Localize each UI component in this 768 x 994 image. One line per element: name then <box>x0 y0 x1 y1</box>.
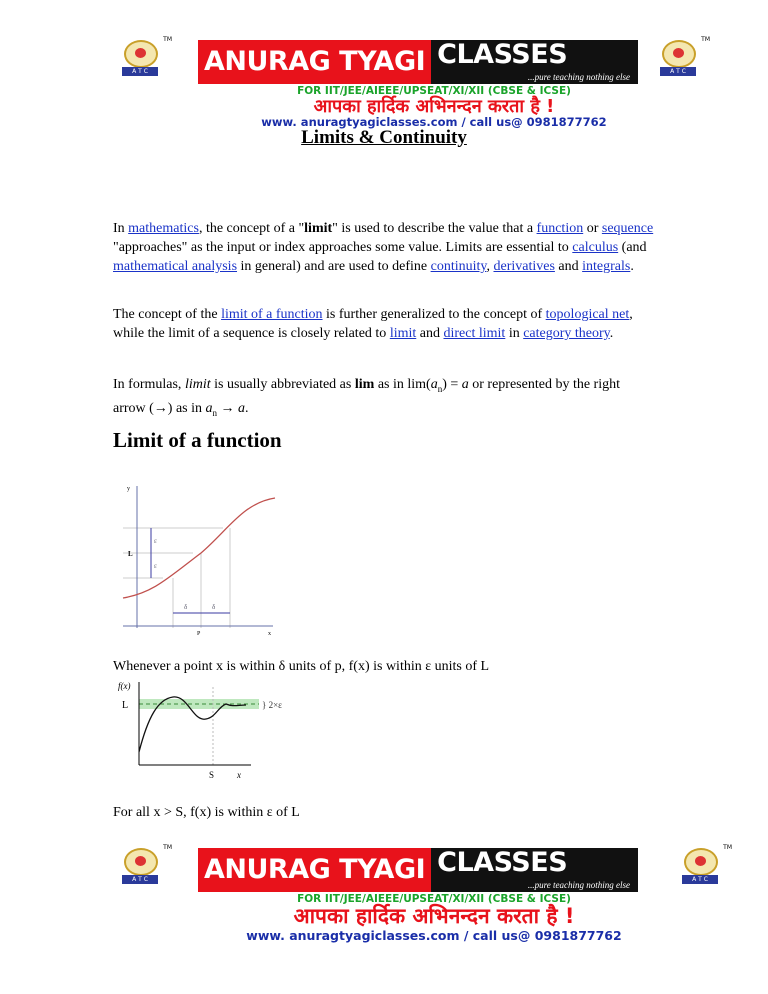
link-sequence[interactable]: sequence <box>601 221 654 236</box>
x-axis-label: x <box>268 631 271 636</box>
brand-logo: ANURAG TYAGI CLASSES ...pure teaching nothing else <box>198 848 638 892</box>
link-derivatives[interactable]: derivatives <box>493 259 555 274</box>
link-calculus[interactable]: calculus <box>572 240 619 255</box>
footer-banner <box>118 846 750 944</box>
delta-label: δ <box>184 603 188 611</box>
link-mathematics[interactable]: mathematics <box>128 221 199 236</box>
limit-epsilon-delta-figure <box>113 478 283 636</box>
link-continuity[interactable]: continuity <box>430 259 487 274</box>
paragraph-intro: In mathematics, the concept of a "limit" is used to describe the value that a function or sequence "approaches" as the input or index approaches some value. Limits are essential to calculus (and mathematical analysis in general) and are used to define continuity, derivatives and integrals. <box>113 221 654 274</box>
L-label: L <box>128 550 133 558</box>
x-axis-label: x <box>237 770 241 780</box>
link-category-theory[interactable]: category theory <box>523 326 610 341</box>
logo-seal-icon: A T C TM <box>678 848 722 884</box>
logo-seal-icon: A T C TM <box>656 40 700 76</box>
page-title: Limits & Continuity <box>301 127 467 148</box>
section-heading: Limit of a function <box>113 428 282 452</box>
banner-courses: FOR IIT/JEE/AIEEE/UPSEAT/XI/XII (CBSE & ICSE) <box>297 85 571 97</box>
brand-logo: ANURAG TYAGI CLASSES ...pure teaching nothing else <box>198 40 638 84</box>
y-axis-label: y <box>127 486 130 492</box>
epsilon-label: ε <box>154 562 157 570</box>
banner-hindi: आपका हार्दिक अभिनन्दन करता है ! <box>293 904 575 928</box>
paragraph-generalization: The concept of the limit of a function is further generalized to the concept of topological net, while the limit of a sequence is closely related to limit and direct limit in category theory. <box>113 307 633 341</box>
link-limit-of-a-function[interactable]: limit of a function <box>221 307 323 322</box>
fx-label: f(x) <box>118 681 131 691</box>
L-label: L <box>122 700 129 711</box>
link-mathematical-analysis[interactable]: mathematical analysis <box>113 259 238 274</box>
link-topological-net[interactable]: topological net <box>545 307 630 322</box>
band-width-label: } 2×ε <box>262 700 282 710</box>
p-label: P <box>197 631 201 636</box>
banner-contact: www. anuragtyagiclasses.com / call us@ 0981877762 <box>246 928 622 943</box>
header-banner <box>118 38 750 130</box>
caption-epsilon-delta: Whenever a point x is within δ units of p, f(x) is within ε units of L <box>113 659 490 674</box>
banner-courses: FOR IIT/JEE/AIEEE/UPSEAT/XI/XII (CBSE & ICSE) <box>297 893 571 905</box>
link-integrals[interactable]: integrals <box>582 259 631 274</box>
link-function[interactable]: function <box>536 221 584 236</box>
epsilon-label: ε <box>154 537 157 545</box>
banner-contact: www. anuragtyagiclasses.com / call us@ 0981877762 <box>261 115 607 129</box>
S-label: S <box>209 770 215 780</box>
banner-hindi: आपका हार्दिक अभिनन्दन करता है ! <box>313 96 555 117</box>
caption-limit-at-infinity: For all x > S, f(x) is within ε of L <box>113 805 300 820</box>
logo-seal-icon: A T C TM <box>118 40 162 76</box>
link-direct-limit[interactable]: direct limit <box>443 326 506 341</box>
paragraph-notation: In formulas, limit is usually abbreviated as lim as in $\lim(a_n) = a$ or represented by the right arrow (→) as in $a_n \to a$. <box>113 377 620 418</box>
function-curve <box>123 498 275 598</box>
logo-seal-icon: A T C TM <box>118 848 162 884</box>
link-limit[interactable]: limit <box>389 326 417 341</box>
limit-at-infinity-figure <box>113 677 303 787</box>
delta-label: δ <box>212 603 216 611</box>
